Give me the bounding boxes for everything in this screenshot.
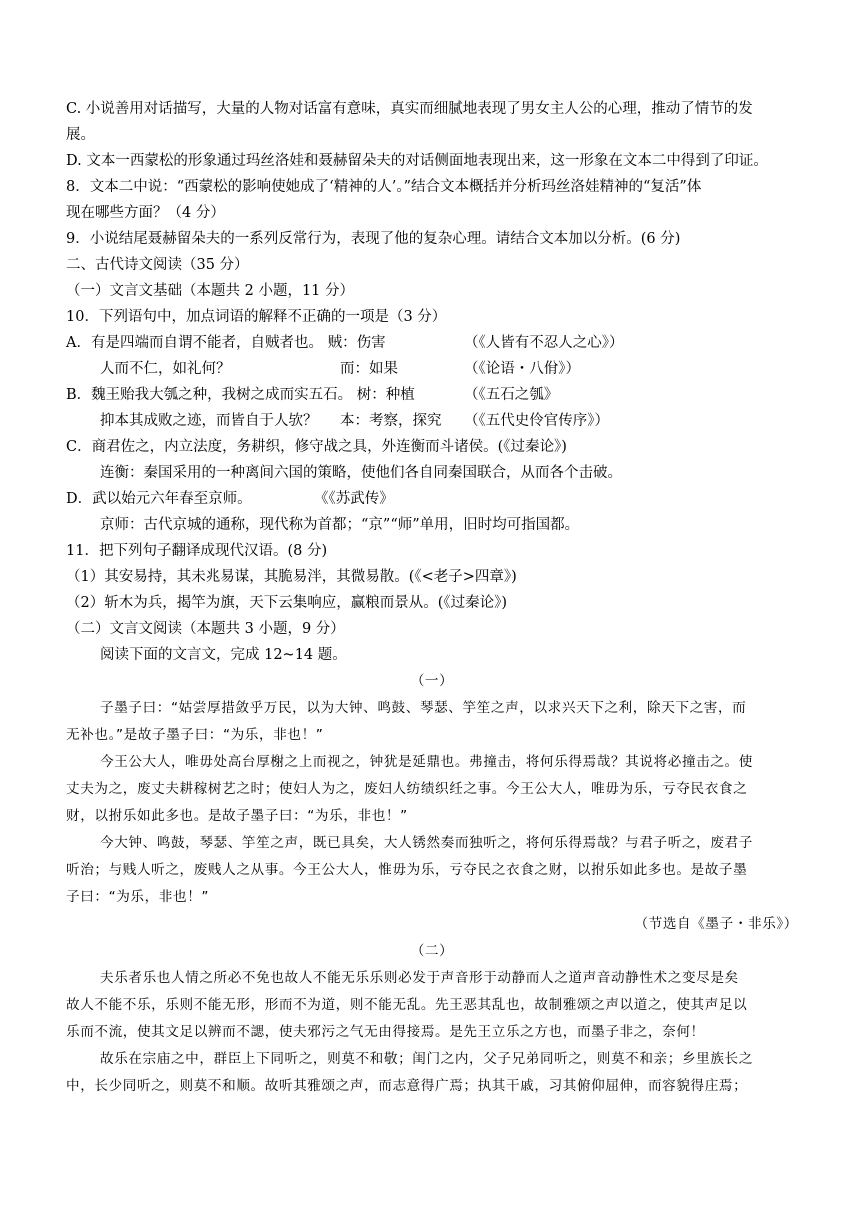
q7-option-d: D. 文本一西蒙松的形象通过玛丝洛娃和聂赫留朵夫的对话侧面地表现出来，这一形象在文本二中得到了印证。 [66,153,768,169]
q11-sentence-1: （1）其安易持，其未兆易谋，其脆易泮，其微易散。(《<老子>四章》) [66,569,517,585]
passage-one-source: （节选自《墨子・非乐》） [634,916,798,932]
q10-option-b2 [66,408,798,434]
q7-option-c-line1: C. 小说善用对话描写，大量的人物对话富有意味，真实而细腻地表现了男女主人公的心理，推动了情节的发 [66,101,753,117]
passage-two-p1-l3: 乐而不流，使其文足以辨而不諰，使夫邪污之气无由得接焉。是先王立乐之方也，而墨子非之，奈何！ [66,1024,705,1040]
subsection-heading-reading: （二）文言文阅读（本题共 3 小题，9 分） [66,621,345,637]
q8-line1: 8．文本二中说：“西蒙松的影响使她成了‘精神的人’。”结合文本概括并分析玛丝洛娃精神的“复活”体 [66,179,702,195]
q10-b1-source: （《五石之瓠》 [464,387,559,403]
passage-one-p1-l2: 无补也。”是故子墨子曰：“为乐，非也！” [66,727,324,743]
q10-b2-gloss: 本：考察，探究 [340,413,442,429]
section-heading-ancient: 二、古代诗文阅读（35 分） [66,257,249,273]
q10-a2-source: （《论语・八佾》） [464,361,580,377]
passage-one-p3-l3: 子曰：“为乐，非也！” [66,889,210,905]
passage-one-p2-l2: 丈夫为之，废丈夫耕稼树艺之时；使妇人为之，废妇人纺绩织纴之事。今王公大人，唯毋为乐，亏夺民衣食之 [66,781,748,797]
q10-a1-sentence: A．有是四端而自谓不能者，自贼者也。 贼：伤害 [66,335,386,351]
q9: 9．小说结尾聂赫留朵夫的一系列反常行为，表现了他的复杂心理。请结合文本加以分析。(6 分) [66,231,681,247]
q10-b2-source: （《五代史伶官传序》） [464,413,609,429]
q10-b1-sentence: B．魏王贻我大瓠之种，我树之成而实五石。 树：种植 [66,387,415,403]
reading-instruction: 阅读下面的文言文，完成 12~14 题。 [100,647,347,663]
q10-d1-source: 《《苏武传》 [314,491,394,507]
passage-two-p2-l1: 故乐在宗庙之中，群臣上下同听之，则莫不和敬；闺门之内，父子兄弟同听之，则莫不和亲；乡里族长之 [100,1051,753,1067]
passage-one-p2-l3: 财，以拊乐如此多也。是故子墨子曰：“为乐，非也！” [66,808,408,824]
subsection-heading-basics: （一）文言文基础（本题共 2 小题，11 分） [66,283,355,299]
passage-two-p1-l2: 故人不能不乐，乐则不能无形，形而不为道，则不能无乱。先王恶其乱也，故制雅颂之声以道之，使其声足以 [66,997,748,1013]
passage-one-p1-l1: 子墨子曰：“姑尝厚措敛乎万民，以为大钟、鸣鼓、琴瑟、竽笙之声，以求兴天下之利，除天下之害，而 [100,700,747,716]
q11-stem: 11．把下列句子翻译成现代汉语。(8 分) [66,543,328,559]
q10-a1-source: （《人皆有不忍人之心》） [464,335,624,351]
passage-one-p2-l1: 今王公大人，唯毋处高台厚榭之上而视之，钟犹是延鼎也。弗撞击，将何乐得焉哉？其说将必撞击之。使 [100,754,753,770]
exam-page [66,96,798,1100]
q10-a2-gloss: 而：如果 [340,361,398,377]
q10-b2-sentence: 抑本其成败之迹，而皆自于人欤？ [100,413,318,429]
q7-option-c-line2: 展。 [66,127,95,143]
q10-option-d2: 京师：古代京城的通称，现代称为首都；“京”“师”单用，旧时均可指国都。 [100,517,580,533]
q10-d1-sentence: D．武以始元六年春至京师。 [66,491,252,507]
q10-option-a1 [66,330,798,356]
passage-two-heading: （二） [410,943,454,959]
q10-option-a2 [66,356,798,382]
passage-one-p3-l2: 听治；与贱人听之，废贱人之从事。今王公大人，惟毋为乐，亏夺民之衣食之财，以拊乐如此多也。是故子墨 [66,862,748,878]
q10-a2-sentence: 人而不仁，如礼何？ [100,361,231,377]
q10-option-c1: C．商君佐之，内立法度，务耕织，修守战之具，外连衡而斗诸侯。(《过秦论》) [66,439,567,455]
passage-one-heading: （一） [410,673,454,689]
passage-one-p3-l1: 今大钟、鸣鼓，琴瑟、竽笙之声，既已具矣，大人锈然奏而独听之，将何乐得焉哉？与君子听之，废君子 [100,835,753,851]
passage-two [66,938,798,1100]
passage-two-p1-l1: 夫乐者乐也人情之所必不免也故人不能无乐乐则必发于声音形于动静而人之道声音动静性术之变尽是矣 [100,970,739,986]
q11-sentence-2: （2）斩木为兵，揭竿为旗，天下云集响应，赢粮而景从。(《过秦论》) [66,595,508,611]
q10-stem: 10．下列语句中，加点词语的解释不正确的一项是（3 分） [66,309,447,325]
q10-option-b1 [66,382,798,408]
q10-option-c2: 连衡：秦国采用的一种离间六国的策略，使他们各自同秦国联合，从而各个击破。 [100,465,622,481]
passage-two-p2-l2: 中，长少同听之，则莫不和顺。故听其雅颂之声，而志意得广焉；执其干戚，习其俯仰屈伸，而容貌得庄焉； [66,1078,748,1094]
passage-one [66,668,798,938]
q10-option-d1 [66,486,798,512]
q8-line2: 现在哪些方面？（4 分） [66,205,225,221]
